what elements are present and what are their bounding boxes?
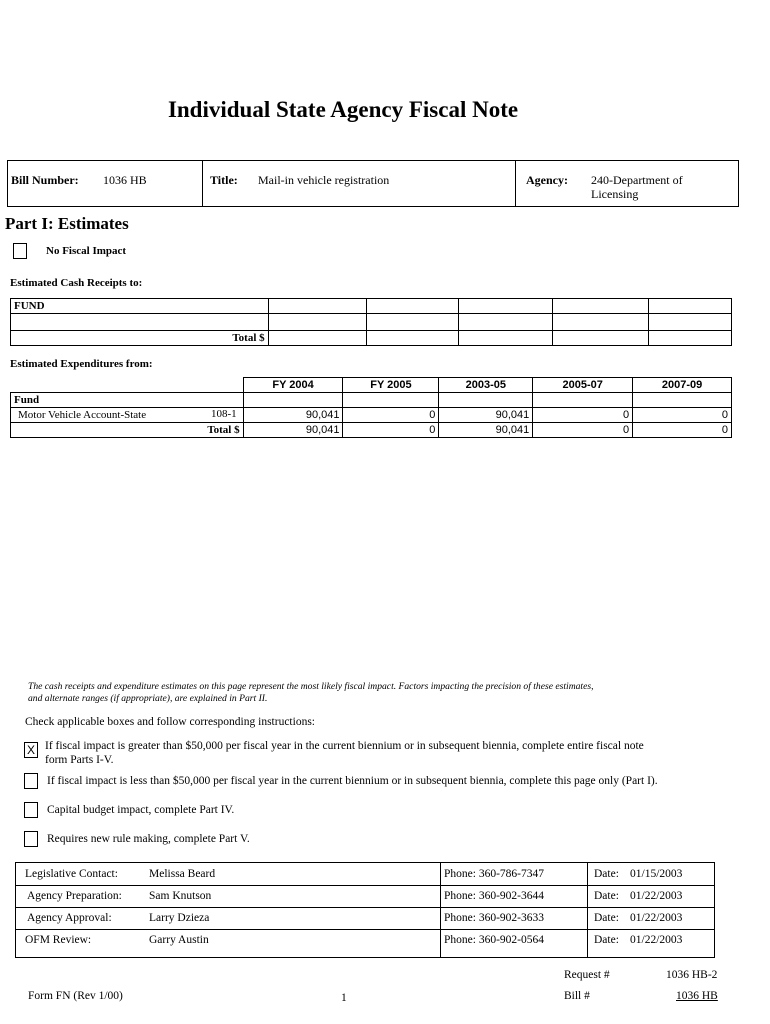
estimate-note bbox=[28, 681, 728, 705]
table-row bbox=[11, 423, 732, 438]
row-value-fy2004: 90,041 bbox=[243, 408, 343, 423]
request-value: 1036 HB-2 bbox=[666, 969, 718, 981]
total-fy2005: 0 bbox=[343, 423, 439, 438]
instruction-checkbox-2[interactable] bbox=[24, 773, 38, 789]
page-number: 1 bbox=[341, 992, 347, 1004]
request-label: Request # bbox=[564, 969, 610, 981]
col-2005-07: 2005-07 bbox=[533, 378, 633, 393]
instruction-checkbox-3[interactable] bbox=[24, 802, 38, 818]
total-2005-07: 0 bbox=[533, 423, 633, 438]
instruction-checkbox-1[interactable]: X bbox=[24, 742, 38, 758]
instruction-checkbox-4[interactable] bbox=[24, 831, 38, 847]
fund-name: Motor Vehicle Account-State bbox=[18, 409, 147, 421]
title-label: Title: bbox=[210, 173, 238, 187]
bill-label: Bill # bbox=[564, 990, 590, 1002]
instruction-text-3: Capital budget impact, complete Part IV. bbox=[47, 804, 235, 816]
expenditure-total-label: Total $ bbox=[11, 423, 244, 438]
no-fiscal-impact-label: No Fiscal Impact bbox=[46, 245, 127, 257]
row-value-2005-07: 0 bbox=[533, 408, 633, 423]
contact-row: Legislative Contact: Melissa Beard Phone: 360-786-7347 Date: 01/15/2003 bbox=[16, 863, 714, 886]
row-value-2003-05: 90,041 bbox=[439, 408, 533, 423]
col-fy-2004: FY 2004 bbox=[243, 378, 343, 393]
col-fy-2005: FY 2005 bbox=[343, 378, 439, 393]
contacts-box bbox=[15, 862, 715, 958]
bill-value: 1036 HB bbox=[676, 990, 718, 1002]
agency-label: Agency: bbox=[526, 173, 568, 187]
agency-value-line2: Licensing bbox=[591, 187, 639, 201]
note-line1: The cash receipts and expenditure estimates on this page represent the most likely fiscal impact. Factors impacting the precision of these estimates, bbox=[28, 681, 594, 692]
no-fiscal-impact-checkbox[interactable] bbox=[13, 243, 27, 259]
part1-heading: Part I: Estimates bbox=[5, 214, 129, 233]
total-2003-05: 90,041 bbox=[439, 423, 533, 438]
row-value-fy2005: 0 bbox=[343, 408, 439, 423]
col-2003-05: 2003-05 bbox=[439, 378, 533, 393]
col-2007-09: 2007-09 bbox=[633, 378, 732, 393]
page-title: Individual State Agency Fiscal Note bbox=[167, 97, 519, 122]
contact-row: OFM Review: Garry Austin Phone: 360-902-0564 Date: 01/22/2003 bbox=[25, 934, 683, 946]
expenditures-table bbox=[10, 377, 732, 438]
instruction-text-1: If fiscal impact is greater than $50,000 per fiscal year in the current biennium or in subsequent biennia, complete entire fiscal note form Parts I-V. bbox=[45, 740, 644, 766]
total-2007-09: 0 bbox=[633, 423, 732, 438]
fund-header: FUND bbox=[11, 299, 269, 314]
agency-value-line1: 240-Department of bbox=[591, 173, 683, 187]
fund-code: 108-1 bbox=[210, 408, 237, 420]
instruction-text-4: Requires new rule making, complete Part V. bbox=[47, 833, 250, 845]
form-id: Form FN (Rev 1/00) bbox=[28, 990, 123, 1002]
bill-title-value: Mail-in vehicle registration bbox=[258, 173, 390, 187]
contact-row: Agency Approval: Larry Dzieza Phone: 360-902-3633 Date: 01/22/2003 bbox=[16, 907, 714, 930]
table-row bbox=[11, 408, 732, 423]
note-line2: and alternate ranges (if appropriate), are explained in Part II. bbox=[28, 693, 268, 704]
cash-receipts-table bbox=[10, 298, 732, 346]
instructions-heading: Check applicable boxes and follow corresponding instructions: bbox=[25, 716, 315, 728]
total-fy2004: 90,041 bbox=[243, 423, 343, 438]
bill-header-box bbox=[7, 160, 739, 207]
contact-row: Agency Preparation: Sam Knutson Phone: 360-902-3644 Date: 01/22/2003 bbox=[16, 885, 714, 908]
bill-number-label: Bill Number: bbox=[11, 173, 79, 187]
expenditures-heading: Estimated Expenditures from: bbox=[10, 358, 153, 370]
divider bbox=[202, 161, 203, 206]
instruction-text-2: If fiscal impact is less than $50,000 per fiscal year in the current biennium or in subsequent biennia, complete this page only (Part I). bbox=[47, 775, 658, 787]
fund-header: Fund bbox=[11, 393, 244, 408]
cash-receipts-heading: Estimated Cash Receipts to: bbox=[10, 277, 143, 289]
divider bbox=[515, 161, 516, 206]
bill-number-value: 1036 HB bbox=[103, 173, 147, 187]
row-value-2007-09: 0 bbox=[633, 408, 732, 423]
cash-total-label: Total $ bbox=[11, 331, 269, 346]
